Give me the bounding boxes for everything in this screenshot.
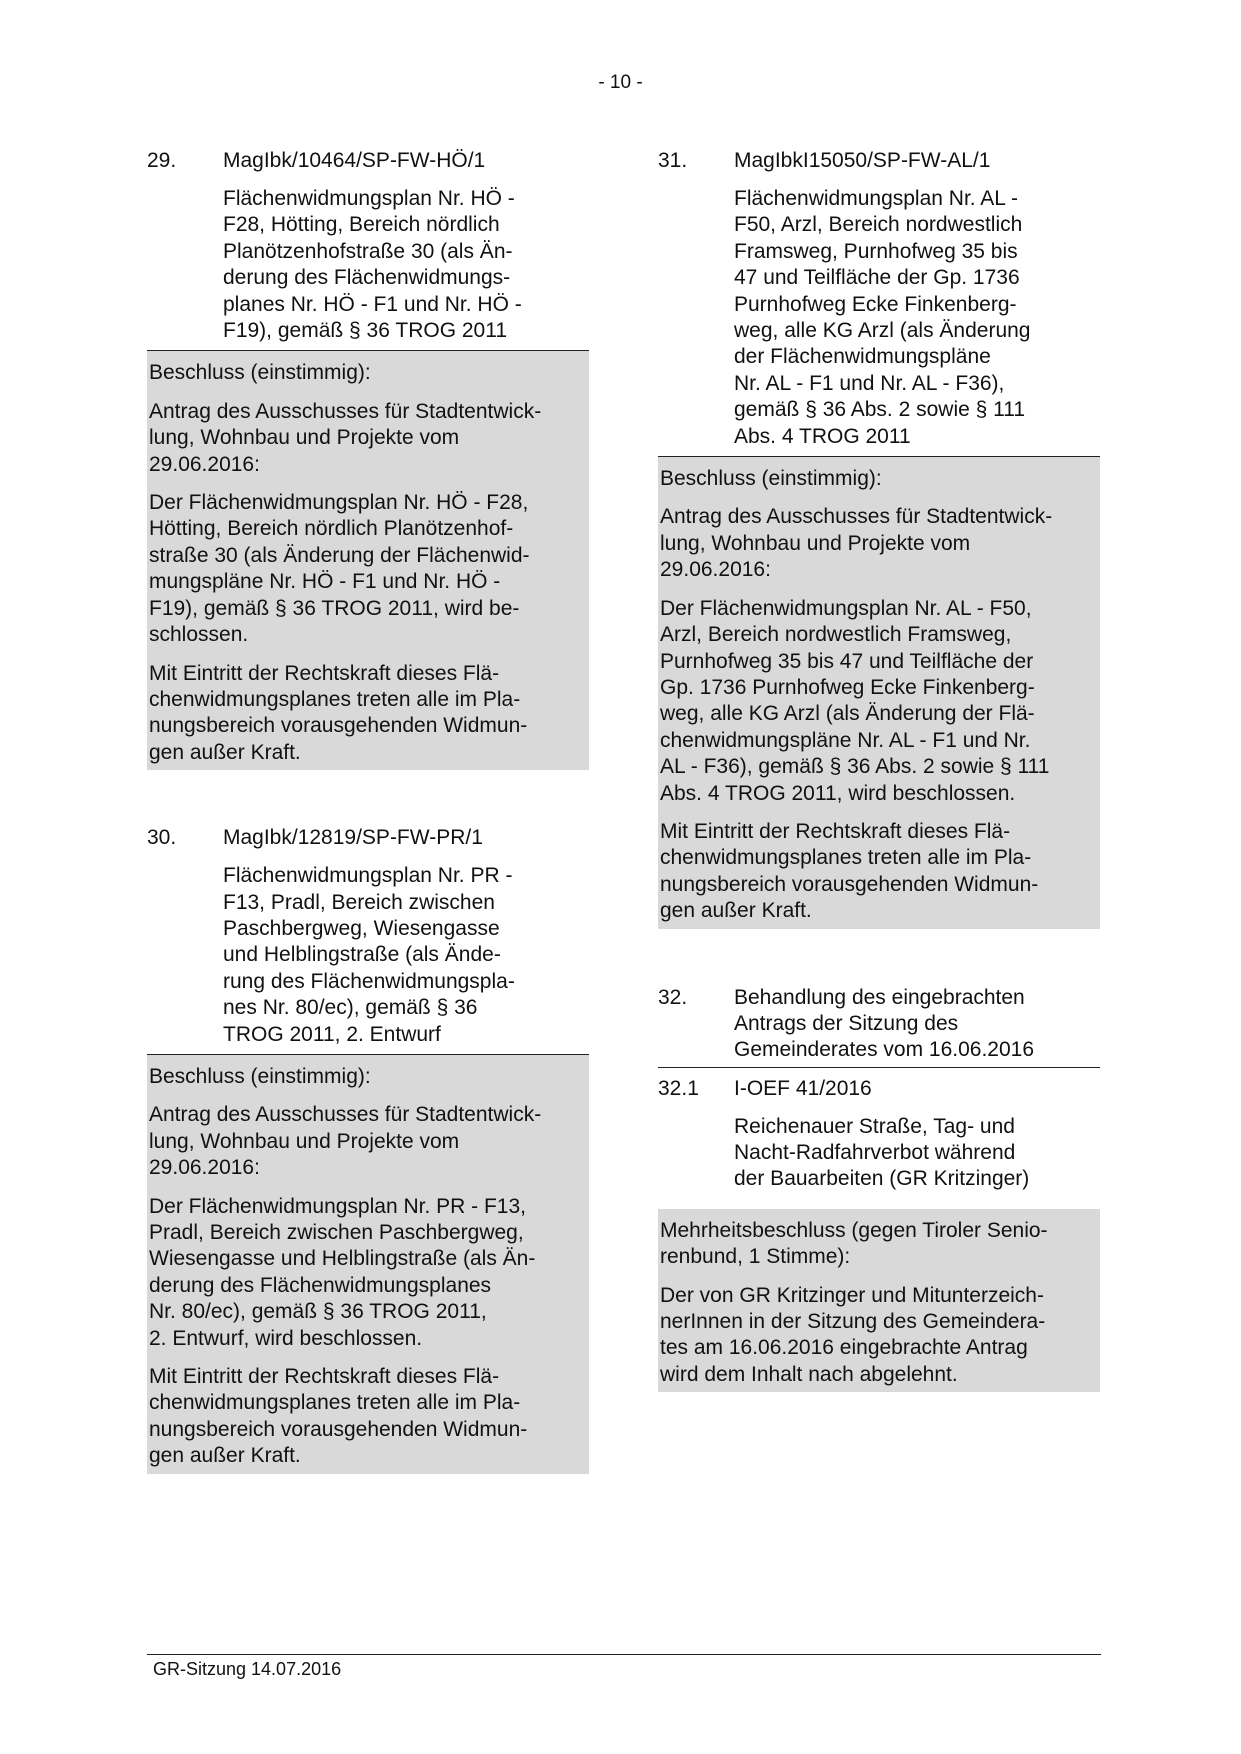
text-line: Der Flächenwidmungsplan Nr. PR - F13,	[149, 1194, 526, 1218]
title-line: Flächenwidmungsplan Nr. HÖ -	[223, 187, 515, 210]
text-line: lung, Wohnbau und Projekte vom	[660, 531, 971, 555]
item-number: 32.1	[658, 1076, 699, 1100]
item-number: 30.	[147, 826, 177, 850]
title-line: Purnhofweg Ecke Finkenberg-	[734, 292, 1017, 316]
text-line: chenwidmungsplanes treten alle im Pla-	[149, 1391, 521, 1415]
title-line: derung des Flächenwidmungs-	[223, 266, 511, 290]
title-line: und Helblingstraße (als Ände-	[223, 943, 501, 967]
decision-paragraph	[149, 1364, 585, 1470]
decision-label: Beschluss (einstimmig):	[149, 1064, 371, 1088]
text-line: Antrag des Ausschusses für Stadtentwick-	[149, 399, 542, 423]
text-line: nungsbereich vorausgehenden Widmun-	[660, 872, 1039, 896]
item-number: 31.	[658, 149, 688, 172]
title-line: Nr. AL - F1 und Nr. AL - F36),	[734, 371, 1005, 395]
item-reference: I-OEF 41/2016	[734, 1076, 872, 1100]
text-line: wird dem Inhalt nach abgelehnt.	[660, 1362, 958, 1386]
text-line: tes am 16.06.2016 eingebrachte Antrag	[660, 1336, 1028, 1360]
agenda-item-29	[147, 148, 589, 770]
decision-paragraph	[149, 399, 585, 478]
title-line: nes Nr. 80/ec), gemäß § 36	[223, 996, 478, 1020]
decision-paragraph	[660, 504, 1096, 583]
decision-paragraph	[660, 819, 1096, 925]
text-line: Abs. 4 TROG 2011, wird beschlossen.	[660, 781, 1016, 805]
title-line: Gemeinderates vom 16.06.2016	[734, 1037, 1035, 1061]
text-line: Mit Eintritt der Rechtskraft dieses Flä-	[149, 661, 500, 685]
item-reference: MagIbk/10464/SP-FW-HÖ/1	[223, 149, 486, 172]
text-line: AL - F36), gemäß § 36 Abs. 2 sowie § 111	[660, 755, 1050, 779]
text-line: lung, Wohnbau und Projekte vom	[149, 1129, 460, 1153]
item-title	[223, 186, 589, 350]
text-line: Gp. 1736 Purnhofweg Ecke Finkenberg-	[660, 675, 1035, 699]
item-title	[223, 863, 589, 1054]
text-line: mungspläne Nr. HÖ - F1 und Nr. HÖ -	[149, 570, 501, 594]
footer-divider	[147, 1654, 1101, 1655]
title-line: der Flächenwidmungspläne	[734, 345, 991, 369]
item-reference: MagIbk/12819/SP-FW-PR/1	[223, 826, 483, 850]
text-line: F19), gemäß § 36 TROG 2011, wird be-	[149, 596, 520, 620]
title-line: F50, Arzl, Bereich nordwestlich	[734, 213, 1023, 237]
text-line: Mit Eintritt der Rechtskraft dieses Flä-	[660, 819, 1011, 843]
text-line: schlossen.	[149, 623, 249, 647]
item-number: 32.	[658, 985, 688, 1009]
text-line: Der von GR Kritzinger und Mitunterzeich-	[660, 1283, 1044, 1307]
item-heading-title	[734, 985, 1100, 1063]
title-line: F13, Pradl, Bereich zwischen	[223, 890, 495, 914]
agenda-item-30	[147, 825, 589, 1474]
title-line: gemäß § 36 Abs. 2 sowie § 111	[734, 398, 1026, 422]
decision-box	[658, 1209, 1100, 1392]
decision-paragraph	[149, 490, 585, 648]
text-line: nungsbereich vorausgehenden Widmun-	[149, 714, 528, 738]
title-line: F19), gemäß § 36 TROG 2011	[223, 319, 508, 343]
text-line: derung des Flächenwidmungsplanes	[149, 1273, 492, 1297]
title-line: Nacht-Radfahrverbot während	[734, 1140, 1016, 1164]
decision-label: Beschluss (einstimmig):	[149, 361, 371, 385]
item-reference: MagIbkI15050/SP-FW-AL/1	[734, 149, 991, 172]
text-line: Arzl, Bereich nordwestlich Framsweg,	[660, 623, 1012, 647]
title-line: Planötzenhofstraße 30 (als Än-	[223, 239, 513, 263]
decision-paragraph	[660, 596, 1096, 807]
text-line: chenwidmungsplanes treten alle im Pla-	[149, 687, 521, 711]
text-line: Antrag des Ausschusses für Stadtentwick-	[660, 505, 1053, 529]
title-line: Flächenwidmungsplan Nr. PR -	[223, 864, 513, 888]
text-line: 29.06.2016:	[149, 1156, 260, 1180]
text-line: 29.06.2016:	[660, 558, 771, 582]
item-heading	[658, 148, 1100, 174]
text-line: 29.06.2016:	[149, 452, 260, 476]
text-line: Pradl, Bereich zwischen Paschbergweg,	[149, 1221, 524, 1244]
title-line: weg, alle KG Arzl (als Änderung	[734, 319, 1031, 343]
text-line: weg, alle KG Arzl (als Änderung der Flä-	[660, 702, 1035, 726]
text-line: Antrag des Ausschusses für Stadtentwick-	[149, 1103, 542, 1127]
text-line: gen außer Kraft.	[660, 899, 812, 923]
text-line: Wiesengasse und Helblingstraße (als Än-	[149, 1247, 536, 1271]
footer-session-date: GR-Sitzung 14.07.2016	[153, 1659, 342, 1679]
item-title	[734, 186, 1100, 456]
title-line: F28, Hötting, Bereich nördlich	[223, 213, 500, 237]
decision-paragraph	[660, 1283, 1096, 1389]
decision-box	[147, 351, 589, 770]
title-line: planes Nr. HÖ - F1 und Nr. HÖ -	[223, 292, 522, 316]
text-line: Mit Eintritt der Rechtskraft dieses Flä-	[149, 1365, 500, 1389]
text-line: Mehrheitsbeschluss (gegen Tiroler Senio-	[660, 1218, 1048, 1242]
decision-paragraph	[149, 661, 585, 767]
item-heading	[147, 148, 589, 174]
page-number: - 10 -	[598, 72, 643, 93]
title-line: 47 und Teilfläche der Gp. 1736	[734, 266, 1020, 290]
title-line: Flächenwidmungsplan Nr. AL -	[734, 187, 1019, 210]
text-line: lung, Wohnbau und Projekte vom	[149, 426, 460, 450]
decision-box	[147, 1055, 589, 1474]
left-column	[147, 148, 589, 1474]
agenda-item-32-1	[658, 1076, 1100, 1393]
text-line: gen außer Kraft.	[149, 740, 301, 764]
text-line: 2. Entwurf, wird beschlossen.	[149, 1326, 423, 1350]
item-heading	[147, 825, 589, 851]
title-line: Paschbergweg, Wiesengasse	[223, 916, 500, 940]
item-title	[734, 1114, 1100, 1199]
text-line: nerInnen in der Sitzung des Gemeindera-	[660, 1310, 1046, 1333]
decision-paragraph	[660, 1218, 1096, 1271]
right-column	[658, 148, 1100, 1392]
decision-label: Beschluss (einstimmig):	[660, 467, 882, 491]
text-line: gen außer Kraft.	[149, 1444, 301, 1468]
title-line: Reichenauer Straße, Tag- und	[734, 1114, 1015, 1138]
item-heading	[658, 985, 1100, 1067]
decision-paragraph	[149, 1102, 585, 1181]
decision-paragraph	[149, 1194, 585, 1352]
text-line: Purnhofweg 35 bis 47 und Teilfläche der	[660, 649, 1034, 673]
text-line: chenwidmungspläne Nr. AL - F1 und Nr.	[660, 728, 1031, 752]
agenda-item-31	[658, 148, 1100, 929]
text-line: Nr. 80/ec), gemäß § 36 TROG 2011,	[149, 1300, 487, 1324]
title-line: Behandlung des eingebrachten	[734, 985, 1025, 1009]
item-number: 29.	[147, 149, 177, 172]
title-line: rung des Flächenwidmungspla-	[223, 969, 515, 993]
text-line: chenwidmungsplanes treten alle im Pla-	[660, 846, 1032, 870]
item-heading	[658, 1076, 1100, 1102]
title-line: Framsweg, Purnhofweg 35 bis	[734, 239, 1018, 263]
text-line: renbund, 1 Stimme):	[660, 1245, 851, 1269]
text-line: Der Flächenwidmungsplan Nr. AL - F50,	[660, 596, 1032, 620]
title-line: TROG 2011, 2. Entwurf	[223, 1022, 441, 1046]
text-line: straße 30 (als Änderung der Flächenwid-	[149, 543, 530, 567]
title-line: Abs. 4 TROG 2011	[734, 424, 911, 448]
text-line: Der Flächenwidmungsplan Nr. HÖ - F28,	[149, 491, 529, 515]
title-line: Antrags der Sitzung des	[734, 1011, 959, 1035]
decision-box	[658, 457, 1100, 929]
title-line: der Bauarbeiten (GR Kritzinger)	[734, 1167, 1030, 1191]
text-line: Hötting, Bereich nördlich Planötzenhof-	[149, 517, 514, 541]
text-line: nungsbereich vorausgehenden Widmun-	[149, 1417, 528, 1441]
agenda-item-32	[658, 985, 1100, 1068]
